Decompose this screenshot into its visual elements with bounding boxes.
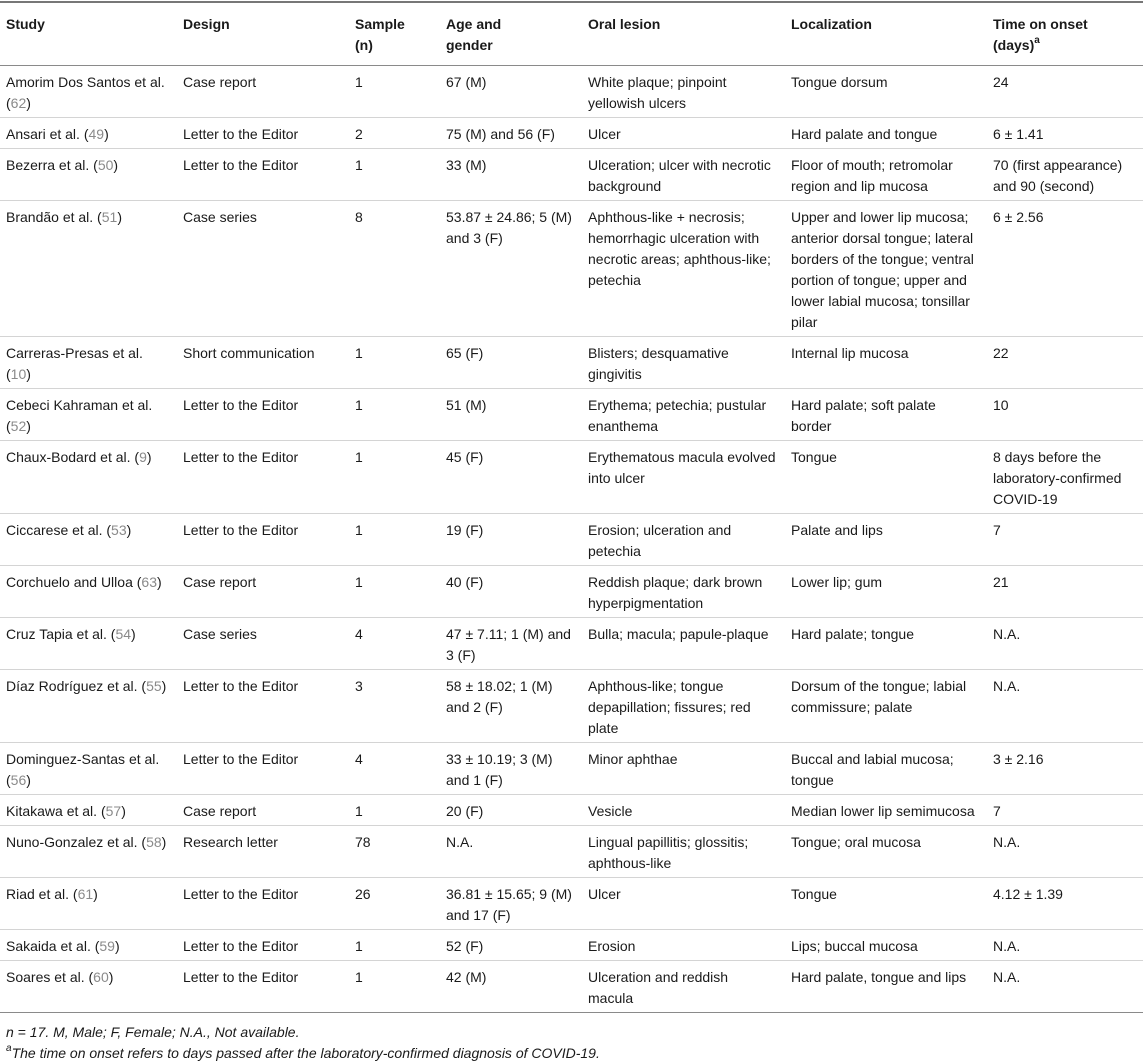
- cell-design: Case report: [177, 566, 349, 618]
- cell-study: [0, 149, 177, 201]
- cell-design: Case series: [177, 618, 349, 670]
- table-header: [0, 2, 1143, 66]
- cell-localization: Internal lip mucosa: [785, 337, 987, 389]
- cell-sample: 1: [349, 441, 440, 514]
- footnote-onset-text: The time on onset refers to days passed after the laboratory-confirmed diagnosis of COVID-19.: [11, 1045, 600, 1061]
- table-row: [0, 118, 1143, 149]
- cell-oral-lesion: Minor aphthae: [582, 743, 785, 795]
- reference-link[interactable]: 56: [10, 772, 27, 788]
- cell-study: [0, 878, 177, 930]
- cell-age-gender: 53.87 ± 24.86; 5 (M) and 3 (F): [440, 201, 582, 337]
- table-row: [0, 441, 1143, 514]
- table-row: [0, 201, 1143, 337]
- reference-link[interactable]: 54: [115, 626, 132, 642]
- cell-localization: Hard palate and tongue: [785, 118, 987, 149]
- cell-oral-lesion: Reddish plaque; dark brown hyperpigmentation: [582, 566, 785, 618]
- cell-study: [0, 441, 177, 514]
- cell-oral-lesion: Bulla; macula; papule-plaque: [582, 618, 785, 670]
- cell-sample: 1: [349, 961, 440, 1013]
- reference-link[interactable]: 63: [141, 574, 157, 590]
- header-oral-lesion: Oral lesion: [582, 2, 785, 66]
- table-row: [0, 618, 1143, 670]
- reference-link[interactable]: 60: [93, 969, 109, 985]
- reference-link[interactable]: 59: [99, 938, 115, 954]
- cell-design: Case report: [177, 66, 349, 118]
- cell-sample: 26: [349, 878, 440, 930]
- cell-study: [0, 618, 177, 670]
- reference-link[interactable]: 49: [88, 126, 105, 142]
- cell-oral-lesion: Vesicle: [582, 795, 785, 826]
- cell-design: Letter to the Editor: [177, 878, 349, 930]
- footnote-onset: [6, 1043, 1143, 1064]
- study-name-close: ): [121, 803, 126, 819]
- header-sample: Sample (n): [349, 2, 440, 66]
- table-row: [0, 337, 1143, 389]
- table-footnotes: [0, 1013, 1143, 1064]
- cell-oral-lesion: Blisters; desquamative gingivitis: [582, 337, 785, 389]
- cell-time-on-onset: 70 (first appearance) and 90 (second): [987, 149, 1143, 201]
- footnote-onset-marker: a: [6, 1043, 12, 1055]
- studies-table: [0, 1, 1143, 1013]
- cell-study: [0, 930, 177, 961]
- cell-design: Letter to the Editor: [177, 930, 349, 961]
- table-body: [0, 66, 1143, 1013]
- cell-age-gender: 51 (M): [440, 389, 582, 441]
- cell-localization: Tongue dorsum: [785, 66, 987, 118]
- cell-oral-lesion: Erosion: [582, 930, 785, 961]
- study-name: Amorim Dos Santos et al. (: [6, 74, 165, 111]
- cell-design: Letter to the Editor: [177, 514, 349, 566]
- study-name: Carreras-Presas et al. (: [6, 345, 143, 382]
- study-name: Cruz Tapia et al. (: [6, 626, 116, 642]
- table-row: [0, 743, 1143, 795]
- cell-time-on-onset: N.A.: [987, 930, 1143, 961]
- study-name-close: ): [117, 209, 122, 225]
- table-row: [0, 930, 1143, 961]
- footnote-abbreviations: n = 17. M, Male; F, Female; N.A., Not available.: [6, 1024, 300, 1040]
- cell-design: Letter to the Editor: [177, 389, 349, 441]
- reference-link[interactable]: 53: [111, 522, 127, 538]
- cell-age-gender: 47 ± 7.11; 1 (M) and 3 (F): [440, 618, 582, 670]
- study-name-close: ): [104, 126, 109, 142]
- cell-design: Short communication: [177, 337, 349, 389]
- reference-link[interactable]: 61: [77, 886, 94, 902]
- cell-localization: Hard palate, tongue and lips: [785, 961, 987, 1013]
- cell-sample: 1: [349, 66, 440, 118]
- cell-study: [0, 389, 177, 441]
- study-name: Kitakawa et al. (: [6, 803, 106, 819]
- cell-sample: 2: [349, 118, 440, 149]
- cell-time-on-onset: 22: [987, 337, 1143, 389]
- cell-oral-lesion: Lingual papillitis; glossitis; aphthous-like: [582, 826, 785, 878]
- study-name-close: ): [156, 574, 162, 590]
- header-design: Design: [177, 2, 349, 66]
- cell-design: Letter to the Editor: [177, 149, 349, 201]
- table-row: [0, 795, 1143, 826]
- study-name: Dominguez-Santas et al. (: [6, 751, 160, 788]
- cell-localization: Median lower lip semimucosa: [785, 795, 987, 826]
- cell-oral-lesion: Ulcer: [582, 878, 785, 930]
- study-name-close: ): [146, 449, 152, 465]
- cell-study: [0, 961, 177, 1013]
- cell-sample: 4: [349, 743, 440, 795]
- cell-sample: 78: [349, 826, 440, 878]
- cell-time-on-onset: 3 ± 2.16: [987, 743, 1143, 795]
- cell-design: Case report: [177, 795, 349, 826]
- study-name: Nuno-Gonzalez et al. (: [6, 834, 147, 850]
- reference-link[interactable]: 10: [10, 366, 27, 382]
- study-name: Ansari et al. (: [6, 126, 89, 142]
- cell-oral-lesion: Erosion; ulceration and petechia: [582, 514, 785, 566]
- cell-age-gender: 40 (F): [440, 566, 582, 618]
- study-name-close: ): [93, 886, 98, 902]
- cell-localization: Buccal and labial mucosa; tongue: [785, 743, 987, 795]
- cell-design: Case series: [177, 201, 349, 337]
- cell-localization: Hard palate; tongue: [785, 618, 987, 670]
- cell-age-gender: 20 (F): [440, 795, 582, 826]
- cell-sample: 1: [349, 930, 440, 961]
- cell-localization: Dorsum of the tongue; labial commissure; palate: [785, 670, 987, 743]
- reference-link[interactable]: 62: [10, 95, 27, 111]
- study-name-close: ): [131, 626, 136, 642]
- cell-localization: Upper and lower lip mucosa; anterior dorsal tongue; lateral borders of the tongue; ventral portion of tongue; upper and lower labial mucosa; tonsillar pilar: [785, 201, 987, 337]
- study-name: Soares et al. (: [6, 969, 94, 985]
- cell-oral-lesion: White plaque; pinpoint yellowish ulcers: [582, 66, 785, 118]
- study-name-close: ): [26, 418, 31, 434]
- study-name: Chaux-Bodard et al. (: [6, 449, 140, 465]
- table-row: [0, 961, 1143, 1013]
- studies-table-container: [0, 1, 1143, 1064]
- cell-age-gender: 33 (M): [440, 149, 582, 201]
- cell-time-on-onset: 7: [987, 795, 1143, 826]
- cell-sample: 1: [349, 795, 440, 826]
- header-time-on-onset: Time on onset (days)$^a$: [987, 2, 1143, 66]
- header-localization: Localization: [785, 2, 987, 66]
- cell-oral-lesion: Ulceration; ulcer with necrotic background: [582, 149, 785, 201]
- cell-oral-lesion: Ulceration and reddish macula: [582, 961, 785, 1013]
- cell-oral-lesion: Erythematous macula evolved into ulcer: [582, 441, 785, 514]
- cell-time-on-onset: N.A.: [987, 961, 1143, 1013]
- cell-design: Letter to the Editor: [177, 670, 349, 743]
- cell-sample: 4: [349, 618, 440, 670]
- cell-oral-lesion: Aphthous-like + necrosis; hemorrhagic ulceration with necrotic areas; aphthous-like; petechia: [582, 201, 785, 337]
- table-row: [0, 389, 1143, 441]
- cell-study: [0, 118, 177, 149]
- cell-localization: Tongue: [785, 441, 987, 514]
- cell-age-gender: 19 (F): [440, 514, 582, 566]
- cell-design: Letter to the Editor: [177, 118, 349, 149]
- cell-localization: Tongue: [785, 878, 987, 930]
- table-row: [0, 514, 1143, 566]
- cell-oral-lesion: Ulcer: [582, 118, 785, 149]
- cell-age-gender: 52 (F): [440, 930, 582, 961]
- study-name: Bezerra et al. (: [6, 157, 98, 173]
- reference-link[interactable]: 50: [97, 157, 114, 173]
- study-name-close: ): [108, 969, 114, 985]
- cell-age-gender: 58 ± 18.02; 1 (M) and 2 (F): [440, 670, 582, 743]
- cell-design: Letter to the Editor: [177, 441, 349, 514]
- cell-sample: 1: [349, 389, 440, 441]
- study-name-close: ): [26, 95, 31, 111]
- study-name: Cebeci Kahraman et al. (: [6, 397, 153, 434]
- cell-sample: 1: [349, 149, 440, 201]
- onset-footnote-marker: a: [1034, 35, 1040, 47]
- cell-localization: Tongue; oral mucosa: [785, 826, 987, 878]
- reference-link[interactable]: 55: [146, 678, 162, 694]
- study-name: Brandão et al. (: [6, 209, 102, 225]
- cell-age-gender: 33 ± 10.19; 3 (M) and 1 (F): [440, 743, 582, 795]
- cell-study: [0, 201, 177, 337]
- study-name: Díaz Rodríguez et al. (: [6, 678, 147, 694]
- cell-study: [0, 566, 177, 618]
- study-name-close: ): [26, 772, 31, 788]
- reference-link[interactable]: 57: [105, 803, 122, 819]
- cell-time-on-onset: 24: [987, 66, 1143, 118]
- header-study: Study: [0, 2, 177, 66]
- cell-localization: Lower lip; gum: [785, 566, 987, 618]
- study-name-close: ): [113, 157, 119, 173]
- cell-sample: 8: [349, 201, 440, 337]
- study-name-close: ): [114, 938, 120, 954]
- cell-time-on-onset: N.A.: [987, 826, 1143, 878]
- reference-link[interactable]: 9: [139, 449, 147, 465]
- cell-sample: 1: [349, 514, 440, 566]
- table-row: [0, 826, 1143, 878]
- study-name-close: ): [161, 834, 167, 850]
- cell-age-gender: 65 (F): [440, 337, 582, 389]
- cell-time-on-onset: 8 days before the laboratory-confirmed COVID-19: [987, 441, 1143, 514]
- cell-oral-lesion: Erythema; petechia; pustular enanthema: [582, 389, 785, 441]
- reference-link[interactable]: 52: [10, 418, 27, 434]
- cell-localization: Floor of mouth; retromolar region and lip mucosa: [785, 149, 987, 201]
- reference-link[interactable]: 51: [101, 209, 118, 225]
- study-name: Ciccarese et al. (: [6, 522, 112, 538]
- cell-localization: Lips; buccal mucosa: [785, 930, 987, 961]
- cell-study: [0, 514, 177, 566]
- cell-study: [0, 795, 177, 826]
- table-row: [0, 66, 1143, 118]
- cell-study: [0, 826, 177, 878]
- cell-age-gender: 45 (F): [440, 441, 582, 514]
- cell-localization: Hard palate; soft palate border: [785, 389, 987, 441]
- cell-design: Research letter: [177, 826, 349, 878]
- header-row: [0, 2, 1143, 66]
- cell-age-gender: 67 (M): [440, 66, 582, 118]
- cell-study: [0, 337, 177, 389]
- cell-time-on-onset: N.A.: [987, 670, 1143, 743]
- table-row: [0, 670, 1143, 743]
- cell-design: Letter to the Editor: [177, 743, 349, 795]
- header-age-gender: Age and gender: [440, 2, 582, 66]
- cell-sample: 1: [349, 337, 440, 389]
- cell-study: [0, 670, 177, 743]
- cell-age-gender: 75 (M) and 56 (F): [440, 118, 582, 149]
- table-row: [0, 566, 1143, 618]
- cell-design: Letter to the Editor: [177, 961, 349, 1013]
- cell-age-gender: 36.81 ± 15.65; 9 (M) and 17 (F): [440, 878, 582, 930]
- study-name: Riad et al. (: [6, 886, 78, 902]
- cell-time-on-onset: 6 ± 1.41: [987, 118, 1143, 149]
- reference-link[interactable]: 58: [146, 834, 162, 850]
- cell-age-gender: N.A.: [440, 826, 582, 878]
- cell-time-on-onset: 7: [987, 514, 1143, 566]
- cell-study: [0, 743, 177, 795]
- study-name: Corchuelo and Ulloa (: [6, 574, 142, 590]
- cell-oral-lesion: Aphthous-like; tongue depapillation; fissures; red plate: [582, 670, 785, 743]
- cell-age-gender: 42 (M): [440, 961, 582, 1013]
- study-name: Sakaida et al. (: [6, 938, 100, 954]
- cell-time-on-onset: 10: [987, 389, 1143, 441]
- cell-time-on-onset: 21: [987, 566, 1143, 618]
- cell-sample: 3: [349, 670, 440, 743]
- cell-study: [0, 66, 177, 118]
- study-name-close: ): [161, 678, 167, 694]
- table-row: [0, 878, 1143, 930]
- cell-time-on-onset: 6 ± 2.56: [987, 201, 1143, 337]
- cell-time-on-onset: 4.12 ± 1.39: [987, 878, 1143, 930]
- cell-sample: 1: [349, 566, 440, 618]
- table-row: [0, 149, 1143, 201]
- study-name-close: ): [26, 366, 31, 382]
- cell-localization: Palate and lips: [785, 514, 987, 566]
- study-name-close: ): [126, 522, 132, 538]
- cell-time-on-onset: N.A.: [987, 618, 1143, 670]
